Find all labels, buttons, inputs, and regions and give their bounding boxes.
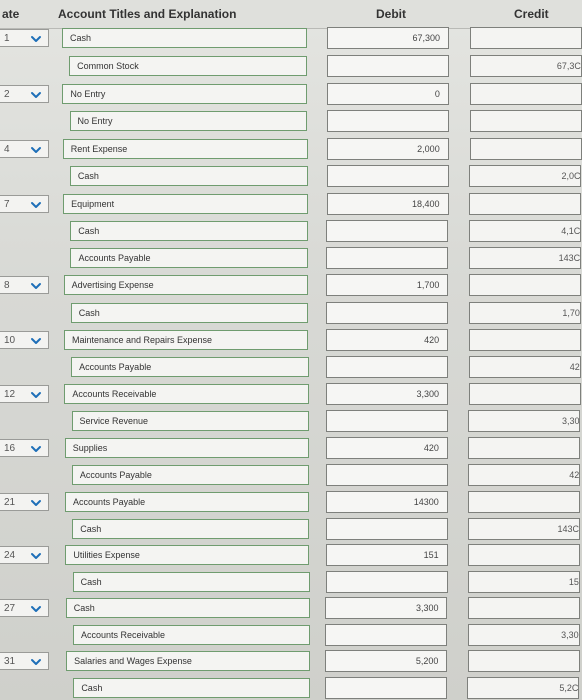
account-title-field[interactable]: Supplies [65, 438, 309, 458]
credit-amount-field[interactable] [470, 138, 582, 160]
account-title-field[interactable]: Accounts Payable [71, 357, 308, 377]
account-title-field[interactable]: Cash [62, 28, 307, 48]
debit-amount-field[interactable] [326, 220, 448, 242]
table-row [0, 623, 582, 647]
account-title-field[interactable]: Utilities Expense [65, 545, 309, 565]
account-title-field[interactable]: Cash [66, 598, 310, 618]
debit-amount-field[interactable]: 0 [327, 83, 449, 105]
table-row [0, 409, 582, 433]
date-value: 21 [4, 497, 16, 508]
table-row [0, 436, 582, 460]
credit-amount-field[interactable]: 4,1C [469, 220, 581, 242]
date-select[interactable] [0, 385, 49, 403]
credit-amount-field[interactable]: 143C [468, 518, 580, 540]
date-select[interactable] [0, 652, 49, 670]
date-value: 27 [4, 603, 16, 614]
chevron-down-icon [30, 335, 42, 347]
chevron-down-icon [30, 280, 42, 292]
table-row [0, 219, 582, 243]
credit-amount-field[interactable] [468, 650, 580, 672]
date-select[interactable] [0, 195, 49, 213]
table-row [0, 676, 582, 700]
credit-amount-field[interactable] [468, 597, 580, 619]
table-row [0, 164, 582, 188]
table-row [0, 355, 582, 379]
date-value: 16 [4, 443, 16, 454]
debit-amount-field[interactable]: 18,400 [327, 193, 449, 215]
credit-amount-field[interactable] [469, 274, 581, 296]
account-title-field[interactable]: No Entry [62, 84, 307, 104]
date-select[interactable] [0, 439, 49, 457]
debit-amount-field[interactable] [326, 356, 448, 378]
date-select[interactable] [0, 331, 49, 349]
chevron-down-icon [30, 144, 42, 156]
chevron-down-icon [30, 389, 42, 401]
chevron-down-icon [30, 89, 42, 101]
table-row [0, 596, 582, 620]
table-row [0, 301, 582, 325]
table-row [0, 543, 582, 567]
account-title-field[interactable]: Cash [70, 166, 308, 186]
table-row [0, 26, 582, 50]
account-title-field[interactable]: Equipment [63, 194, 308, 214]
account-title-field[interactable]: Common Stock [69, 56, 307, 76]
chevron-down-icon [30, 199, 42, 211]
date-value: 24 [4, 550, 16, 561]
account-title-field[interactable]: Accounts Receivable [64, 384, 308, 404]
date-value: 8 [4, 280, 10, 291]
account-title-field[interactable]: Salaries and Wages Expense [66, 651, 310, 671]
debit-amount-field[interactable]: 5,200 [325, 650, 447, 672]
debit-amount-field[interactable]: 3,300 [326, 383, 448, 405]
debit-amount-field[interactable]: 2,000 [327, 138, 449, 160]
account-title-field[interactable]: No Entry [70, 111, 308, 131]
debit-amount-field[interactable]: 420 [326, 329, 448, 351]
credit-amount-field[interactable] [468, 544, 580, 566]
date-select[interactable] [0, 493, 49, 511]
debit-column-header: Debit [376, 7, 406, 21]
table-row [0, 109, 582, 133]
account-title-field[interactable]: Accounts Receivable [73, 625, 310, 645]
credit-amount-field[interactable]: 3,30 [468, 410, 580, 432]
credit-amount-field[interactable] [469, 329, 581, 351]
credit-amount-field[interactable] [470, 83, 582, 105]
account-column-header: Account Titles and Explanation [58, 7, 237, 21]
account-title-field[interactable]: Maintenance and Repairs Expense [64, 330, 308, 350]
table-header [0, 0, 582, 29]
credit-amount-field[interactable] [470, 110, 582, 132]
account-title-field[interactable]: Cash [73, 572, 310, 592]
debit-amount-field[interactable] [326, 247, 448, 269]
table-row [0, 570, 582, 594]
date-value: 1 [4, 33, 10, 44]
debit-amount-field[interactable]: 1,700 [326, 274, 448, 296]
date-value: 10 [4, 335, 16, 346]
table-row [0, 328, 582, 352]
date-value: 12 [4, 389, 16, 400]
credit-amount-field[interactable] [469, 193, 581, 215]
credit-amount-field[interactable]: 67,3C [470, 55, 582, 77]
table-row [0, 382, 582, 406]
table-row [0, 649, 582, 673]
credit-amount-field[interactable] [468, 491, 580, 513]
debit-amount-field[interactable]: 67,300 [327, 27, 449, 49]
account-title-field[interactable]: Accounts Payable [65, 492, 309, 512]
chevron-down-icon [30, 550, 42, 562]
chevron-down-icon [30, 656, 42, 668]
credit-amount-field[interactable]: 5,2C [467, 677, 579, 699]
table-row [0, 273, 582, 297]
account-title-field[interactable]: Accounts Payable [70, 248, 308, 268]
date-value: 4 [4, 144, 10, 155]
debit-amount-field[interactable] [325, 677, 447, 699]
debit-amount-field[interactable] [327, 110, 449, 132]
credit-amount-field[interactable]: 143C [469, 247, 581, 269]
chevron-down-icon [30, 443, 42, 455]
table-row [0, 246, 582, 270]
debit-amount-field[interactable] [326, 518, 448, 540]
date-select[interactable] [0, 276, 49, 294]
date-select[interactable] [0, 85, 49, 103]
account-title-field[interactable]: Cash [73, 678, 310, 698]
debit-amount-field[interactable] [326, 410, 448, 432]
table-row [0, 490, 582, 514]
credit-column-header: Credit [514, 7, 549, 21]
account-title-field[interactable]: Advertising Expense [64, 275, 309, 295]
debit-amount-field[interactable] [326, 302, 448, 324]
credit-amount-field[interactable]: 15 [468, 571, 580, 593]
account-title-field[interactable]: Accounts Payable [72, 465, 309, 485]
date-column-header: ate [2, 7, 20, 21]
credit-amount-field[interactable]: 42 [469, 356, 581, 378]
table-row [0, 137, 582, 161]
credit-amount-field[interactable]: 2,0C [469, 165, 581, 187]
debit-amount-field[interactable]: 420 [326, 437, 448, 459]
credit-amount-field[interactable] [470, 27, 582, 49]
credit-amount-field[interactable]: 42 [468, 464, 580, 486]
table-row [0, 463, 582, 487]
debit-amount-field[interactable] [327, 55, 449, 77]
debit-amount-field[interactable] [325, 624, 447, 646]
credit-amount-field[interactable]: 3,30 [468, 624, 580, 646]
chevron-down-icon [30, 603, 42, 615]
account-title-field[interactable]: Rent Expense [63, 139, 308, 159]
date-select[interactable] [0, 29, 49, 47]
table-row [0, 54, 582, 78]
table-row [0, 192, 582, 216]
debit-amount-field[interactable] [326, 571, 448, 593]
debit-amount-field[interactable] [327, 165, 449, 187]
chevron-down-icon [30, 497, 42, 509]
account-title-field[interactable]: Cash [72, 519, 309, 539]
date-value: 7 [4, 199, 10, 210]
date-value: 2 [4, 89, 10, 100]
chevron-down-icon [30, 33, 42, 45]
date-select[interactable] [0, 140, 49, 158]
date-value: 31 [4, 656, 16, 667]
debit-amount-field[interactable] [326, 464, 448, 486]
debit-amount-field[interactable]: 3,300 [325, 597, 447, 619]
debit-amount-field[interactable]: 14300 [326, 491, 448, 513]
account-title-field[interactable]: Cash [71, 303, 308, 323]
debit-amount-field[interactable]: 151 [326, 544, 448, 566]
account-title-field[interactable]: Service Revenue [72, 411, 309, 431]
credit-amount-field[interactable] [469, 383, 581, 405]
table-row [0, 82, 582, 106]
account-title-field[interactable]: Cash [70, 221, 308, 241]
table-row [0, 517, 582, 541]
credit-amount-field[interactable]: 1,70 [469, 302, 581, 324]
date-select[interactable] [0, 546, 49, 564]
date-select[interactable] [0, 599, 49, 617]
credit-amount-field[interactable] [468, 437, 580, 459]
